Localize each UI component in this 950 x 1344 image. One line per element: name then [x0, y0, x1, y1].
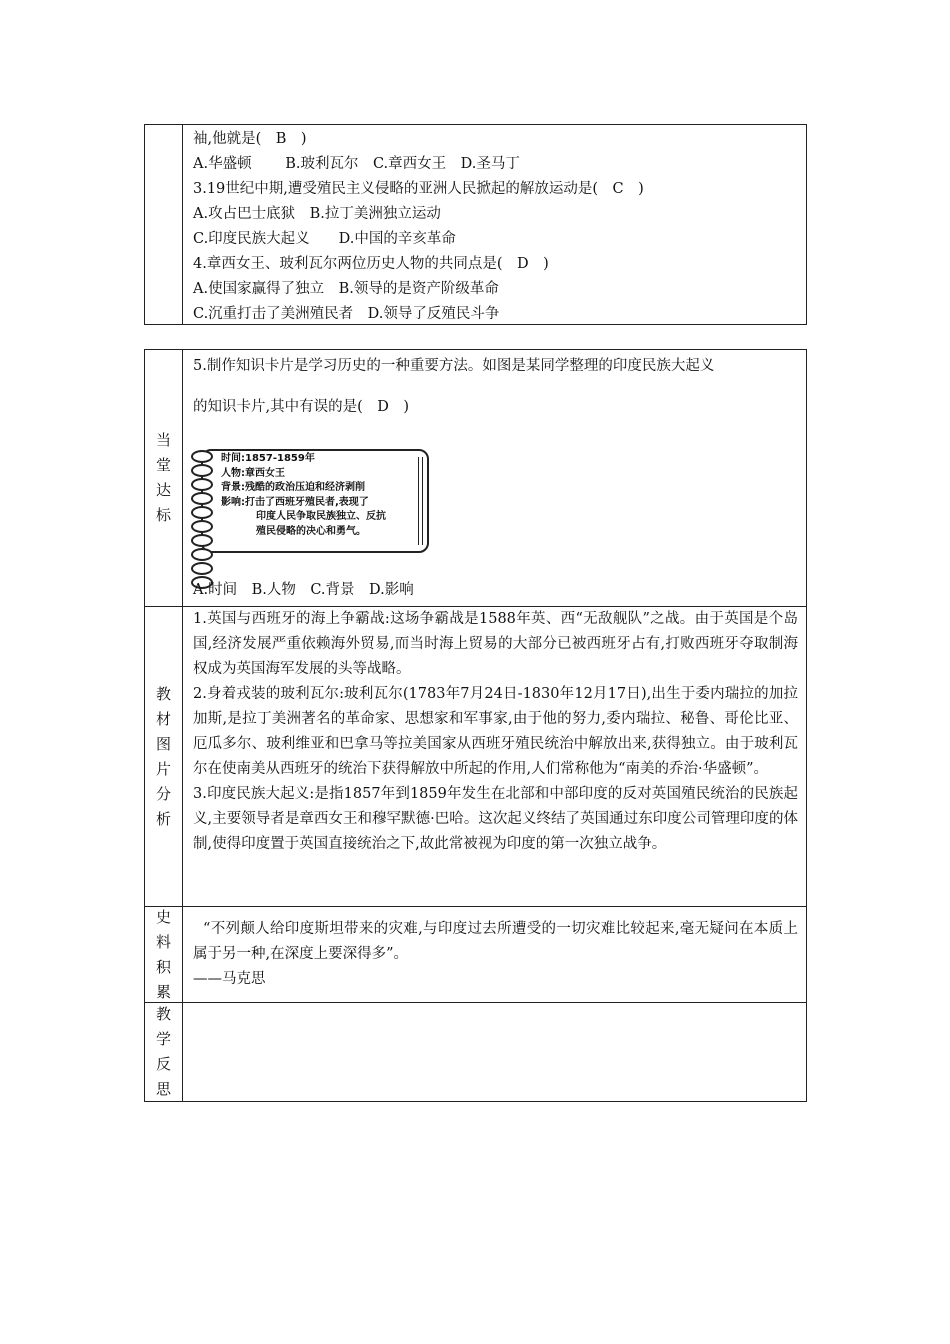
q4-options-cd: C.沉重打击了美洲殖民者 D.领导了反殖民斗争	[193, 306, 500, 322]
quote-author: ——马克思	[193, 971, 266, 987]
q3-options-cd: C.印度民族大起义 D.中国的辛亥革命	[193, 231, 456, 247]
knowledge-card	[191, 446, 435, 558]
q3-stem: 3.19世纪中期,遭受殖民主义侵略的亚洲人民掀起的解放运动是( C )	[193, 181, 644, 197]
jiaocai-content	[183, 607, 806, 906]
continuation-row	[145, 125, 806, 324]
table-continuation	[144, 124, 807, 325]
label-dangtang: 当堂达标	[145, 350, 183, 606]
row-fansi	[145, 1002, 806, 1101]
label-shiliao: 史料积累	[145, 907, 183, 1002]
continuation-content	[183, 125, 806, 324]
row-jiaocai	[145, 606, 806, 906]
shiliao-content	[183, 907, 806, 1002]
card-person: 人物:章西女王	[221, 467, 285, 479]
label-fansi: 教学反思	[145, 1003, 183, 1101]
fansi-content	[183, 1003, 806, 1101]
q5-stem-line2: 的知识卡片,其中有误的是( D )	[193, 399, 410, 415]
q5-stem-line1: 5.制作知识卡片是学习历史的一种重要方法。如图是某同学整理的印度民族大起义	[193, 358, 715, 374]
label-jiaocai: 教材图片分析	[145, 607, 183, 906]
dangtang-content	[183, 350, 806, 606]
analysis-paragraph-1: 1.英国与西班牙的海上争霸战:这场争霸战是1588年英、西“无敌舰队”之战。由于英国是个岛国,经济发展严重依赖海外贸易,而当时海上贸易的大部分已被西班牙占有,打败西班牙夺取制海权成为英国海军发展的头等战略。	[193, 611, 798, 677]
card-text	[221, 452, 386, 539]
row-shiliao	[145, 906, 806, 1002]
marx-quote: “不列颠人给印度斯坦带来的灾难,与印度过去所遭受的一切灾难比较起来,毫无疑问在本质上属于另一种,在深度上要深得多”。	[193, 921, 798, 962]
analysis-paragraph-2: 2.身着戎装的玻利瓦尔:玻利瓦尔(1783年7月24日-1830年12月17日),出生于委内瑞拉的加拉加斯,是拉丁美洲著名的革命家、思想家和军事家,由于他的努力,委内瑞拉、秘鲁、哥伦比亚、厄瓜多尔、玻利维亚和巴拿马等拉美国家从西班牙殖民统治中解放出来,获得独立。由于玻利瓦尔在使南美从西班牙的统治下获得解放中所起的作用,人们常称他为“南美的乔治·华盛顿”。	[193, 686, 798, 777]
card-background: 背景:残酷的政治压迫和经济剥削	[221, 482, 365, 493]
q2-stem-end: 袖,他就是( B )	[193, 131, 307, 147]
analysis-paragraph-3: 3.印度民族大起义:是指1857年到1859年发生在北部和中部印度的反对英国殖民统治的民族起义,主要领导者是章西女王和穆罕默德·巴哈。这次起义终结了英国通过东印度公司管理印度的体制,使得印度置于英国直接统治之下,故此常被视为印度的第一次独立战争。	[193, 786, 798, 852]
card-impact-2: 印度人民争取民族独立、反抗	[256, 511, 386, 522]
empty-label-cell	[145, 125, 183, 324]
spiral-binding-icon	[191, 450, 215, 590]
table-main	[144, 349, 807, 1102]
card-time: 时间:1857-1859年	[221, 453, 315, 464]
row-dangtang	[145, 350, 806, 606]
q2-options: A.华盛顿 B.玻利瓦尔 C.章西女王 D.圣马丁	[193, 156, 520, 172]
card-impact-1: 影响:打击了西班牙殖民者,表现了	[221, 496, 369, 508]
q4-options-ab: A.使国家赢得了独立 B.领导的是资产阶级革命	[193, 281, 499, 297]
q3-options-ab: A.攻占巴士底狱 B.拉丁美洲独立运动	[193, 206, 441, 222]
q5-options: A.时间 B.人物 C.背景 D.影响	[193, 582, 414, 598]
q4-stem: 4.章西女王、玻利瓦尔两位历史人物的共同点是( D )	[193, 256, 549, 272]
card-impact-3: 殖民侵略的决心和勇气。	[256, 525, 366, 537]
